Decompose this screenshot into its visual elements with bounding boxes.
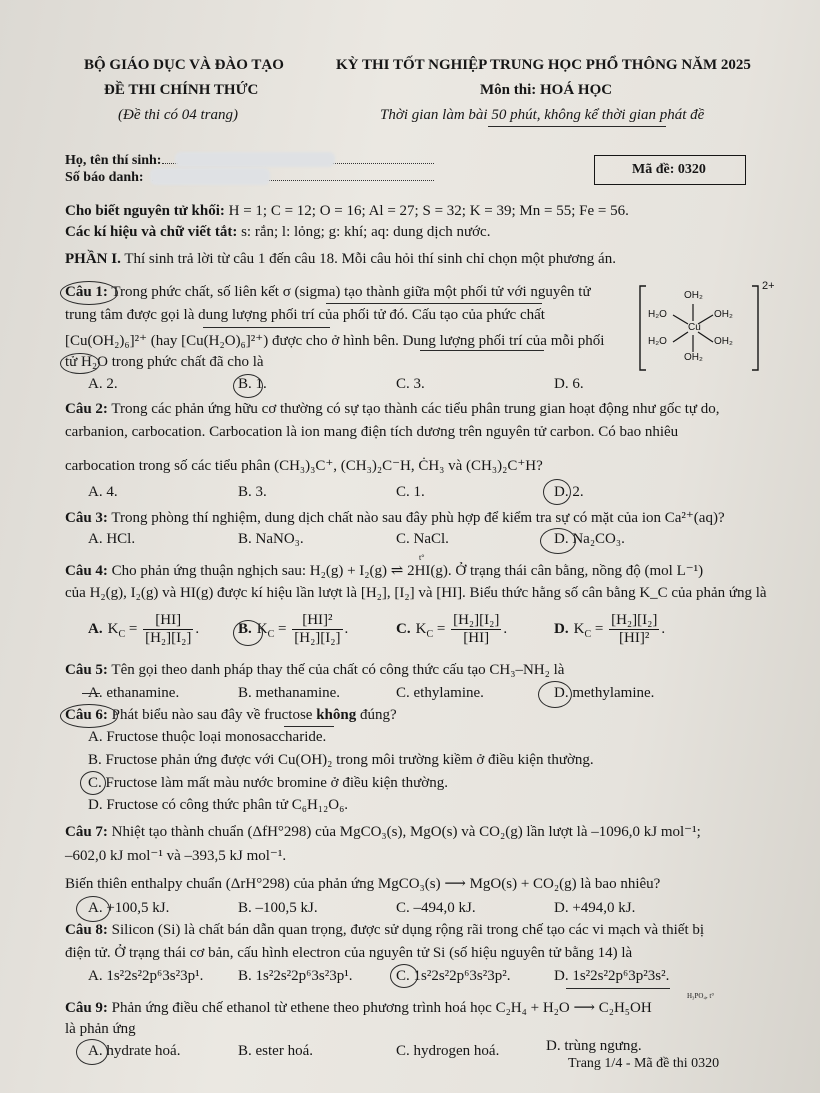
exam-code: Mã đề: 0320 xyxy=(632,162,706,177)
q8-line2: điện tử. Ở trạng thái cơ bản, cấu hình electron của nguyên tử Si (số hiệu nguyên tử bằng 14) là xyxy=(65,945,633,961)
q7-line3: Biến thiên enthalpy chuẩn (ΔrH°298) của phản ứng MgCO₃(s) ⟶ MgO(s) + CO₂(g) là bao nhiêu? xyxy=(65,876,661,892)
q6-underline xyxy=(284,726,334,727)
q4-option-a-k: K xyxy=(107,620,119,637)
q1-underline2 xyxy=(203,327,330,328)
q9-option-c[interactable]: C. hydrogen hoá. xyxy=(396,1043,500,1059)
q2-option-c[interactable]: C. 1. xyxy=(396,484,425,500)
q4-option-c-k: K xyxy=(415,620,427,637)
q1-text1: Trong phức chất, số liên kết σ (sigma) tạo thành giữa một phối tử với nguyên tử xyxy=(107,284,591,300)
q7-label: Câu 7: xyxy=(65,824,108,840)
q9-condition: H₃PO₄, t° xyxy=(687,992,715,1000)
q5-option-d[interactable]: D. methylamine. xyxy=(554,685,655,701)
pages-note: (Đề thi có 04 trang) xyxy=(118,107,238,123)
central-atom: Cu xyxy=(688,322,701,333)
q4-answer-mark xyxy=(233,620,263,646)
q2-text1: Trong các phản ứng hữu cơ thường có sự tạo thành các tiểu phân trung gian hoạt động như gốc tự do, xyxy=(107,401,720,417)
q4-option-b-num: [HI]² xyxy=(292,612,342,630)
ligand-right-bottom: OH₂ xyxy=(714,336,733,347)
page-footer: Trang 1/4 - Mã đề thi 0320 xyxy=(568,1056,720,1071)
q6-option-a[interactable]: A. Fructose thuộc loại monosaccharide. xyxy=(88,729,327,745)
q8-option-b[interactable]: B. 1s²2s²2p⁶3s²3p¹. xyxy=(238,968,353,984)
q4-option-b-letter: B. xyxy=(238,620,252,637)
q8-option-a[interactable]: A. 1s²2s²2p⁶3s²3p¹. xyxy=(88,968,204,984)
q5-text: Tên gọi theo danh pháp thay thế của chất có công thức cấu tạo CH₃–NH₂ là xyxy=(107,662,565,678)
q7-option-b[interactable]: B. –100,5 kJ. xyxy=(238,900,318,916)
q6-option-b[interactable]: B. Fructose phản ứng được với Cu(OH)₂ trong môi trường kiềm ở điều kiện thường. xyxy=(88,752,594,768)
q1-underline3 xyxy=(420,350,544,351)
symbols-line xyxy=(65,224,490,241)
q9-option-b[interactable]: B. ester hoá. xyxy=(238,1043,313,1059)
q4-option-c-fraction xyxy=(451,612,501,647)
q4-option-a-den: [H₂][I₂] xyxy=(145,630,192,646)
q9-line2: là phản ứng xyxy=(65,1021,136,1037)
q4-option-a[interactable]: A. $K_C$ = $\frac{[HI]}{\text{[H₂][I₂]}}$ . xyxy=(88,612,200,646)
q1-line4: tử H₂O trong phức chất đã cho là xyxy=(65,354,264,370)
q1-option-b[interactable]: B. 1. xyxy=(238,376,267,392)
time-underline xyxy=(488,126,666,127)
q3-label: Câu 3: xyxy=(65,510,108,526)
q4-option-b-den: [H₂][I₂] xyxy=(294,630,341,646)
q4-option-d-den: [HI]² xyxy=(619,630,650,646)
ligand-top: OH₂ xyxy=(684,290,703,301)
q1-option-a[interactable]: A. 2. xyxy=(88,376,118,392)
exam-title: KỲ THI TỐT NGHIỆP TRUNG HỌC PHỔ THÔNG NĂM 2025 xyxy=(336,57,751,73)
q1-option-d[interactable]: D. 6. xyxy=(554,376,584,392)
q1-label-circle xyxy=(60,281,118,305)
q2-line1 xyxy=(65,401,720,418)
q2-label: Câu 2: xyxy=(65,401,108,417)
q5-strike-a xyxy=(82,693,100,694)
q4-option-c[interactable]: C. $K_C$ = $\frac{\text{[H₂][I₂]}}{[HI]}$ . xyxy=(396,612,508,646)
q4-option-c-letter: C. xyxy=(396,620,411,637)
q1-ligand-circle xyxy=(60,353,100,374)
q6-text-bold: không xyxy=(316,707,357,723)
q6-text-pre: Phát biểu nào sau đây về fructose xyxy=(107,707,317,723)
q8-label: Câu 8: xyxy=(65,922,108,938)
q7-option-d[interactable]: D. +494,0 kJ. xyxy=(554,900,636,916)
q3-answer-mark xyxy=(540,528,576,554)
q9-text1: Phản ứng điều chế ethanol từ ethene theo phương trình hoá học C₂H₄ + H₂O ⟶ C₂H₅OH xyxy=(107,1000,652,1016)
q4-label: Câu 4: xyxy=(65,563,108,579)
part1-heading xyxy=(65,251,616,268)
q1-answer-mark xyxy=(233,374,263,398)
q7-option-a[interactable]: A. +100,5 kJ. xyxy=(88,900,170,916)
q5-option-a[interactable]: A. ethanamine. xyxy=(88,685,180,701)
q9-line1 xyxy=(65,998,652,1017)
q3-option-d[interactable]: D. Na₂CO₃. xyxy=(554,531,625,547)
q5-line xyxy=(65,662,564,679)
redacted-name xyxy=(175,152,335,167)
q5-answer-mark xyxy=(538,681,572,708)
ministry-name: BỘ GIÁO DỤC VÀ ĐÀO TẠO xyxy=(84,57,284,73)
candidate-id-label: Số báo danh: xyxy=(65,170,144,185)
q4-option-b[interactable]: B. $K_C$ = $\frac{\text{[HI]²}}{\text{[H₂][I₂]}}$ . xyxy=(238,612,349,646)
q1-line2: trung tâm được gọi là dung lượng phối trí của phối tử đó. Cấu tạo của phức chất xyxy=(65,307,545,323)
q4-option-b-fraction xyxy=(292,612,342,647)
q8-option-c[interactable]: C. 1s²2s²2p⁶3s²3p². xyxy=(396,968,511,984)
q2-line2: carbanion, carbocation. Carbocation là ion mang điện tích dương trên nguyên tử carbon. Có bao nhiêu xyxy=(65,424,679,440)
q9-option-a[interactable]: A. hydrate hoá. xyxy=(88,1043,181,1059)
q8-answer-mark xyxy=(390,964,418,988)
ligand-left-bottom: H₂O xyxy=(648,336,667,347)
q2-option-a[interactable]: A. 4. xyxy=(88,484,118,500)
q4-option-a-fraction xyxy=(143,612,193,647)
q5-option-c[interactable]: C. ethylamine. xyxy=(396,685,484,701)
q7-line1 xyxy=(65,822,701,841)
part1-label: PHẦN I. xyxy=(65,251,121,267)
q4-option-c-num: [H₂][I₂] xyxy=(453,612,500,628)
q4-option-d-fraction xyxy=(609,612,659,647)
ligand-left-top: H₂O xyxy=(648,309,667,320)
q9-label: Câu 9: xyxy=(65,1000,108,1016)
q6-label: Câu 6: xyxy=(65,707,108,723)
q7-text1: Nhiệt tạo thành chuẩn (ΔfH°298) của MgCO₃(s), MgO(s) và CO₂(g) lần lượt là –1096,0 kJ mol⁻¹; xyxy=(107,824,701,840)
q6-option-c[interactable]: C. Fructose làm mất màu nước bromine ở điều kiện thường. xyxy=(88,775,448,791)
q4-option-d-letter: D. xyxy=(554,620,569,637)
atomic-mass-values: H = 1; C = 12; O = 16; Al = 27; S = 32; K = 39; Mn = 55; Fe = 56. xyxy=(224,203,629,219)
q5-option-b[interactable]: B. methanamine. xyxy=(238,685,341,701)
candidate-name-label: Họ, tên thí sinh: xyxy=(65,153,162,168)
q4-option-a-num: [HI] xyxy=(143,612,193,630)
symbols-text: s: rắn; l: lỏng; g: khí; aq: dung dịch nước. xyxy=(237,224,491,240)
q9-option-d[interactable]: D. trùng ngưng. xyxy=(546,1038,642,1054)
q6-answer-mark xyxy=(80,771,106,795)
symbols-label: Các kí hiệu và chữ viết tắt: xyxy=(65,224,238,240)
q2-answer-mark xyxy=(543,479,571,505)
q8-option-d[interactable]: D. 1s²2s²2p⁶3p²3s². xyxy=(554,968,670,984)
q1-line1 xyxy=(65,284,591,301)
q4-line1 xyxy=(65,561,703,580)
q3-line xyxy=(65,508,725,527)
q6-label-circle xyxy=(60,704,118,728)
q6-text-post: đúng? xyxy=(356,707,397,723)
q5-label: Câu 5: xyxy=(65,662,108,678)
q7-option-c[interactable]: C. –494,0 kJ. xyxy=(396,900,476,916)
q8-text1: Silicon (Si) là chất bán dẫn quan trọng, được sử dụng rộng rãi trong chế tạo các vi mạch và thiết bị xyxy=(107,922,705,938)
official-label: ĐỀ THI CHÍNH THỨC xyxy=(104,82,259,98)
q4-option-d-num: [H₂][I₂] xyxy=(611,612,658,628)
q2-option-b[interactable]: B. 3. xyxy=(238,484,267,500)
q4-condition: t° xyxy=(419,553,425,562)
q9-answer-mark xyxy=(76,1039,108,1065)
q4-option-d[interactable]: D. $K_C$ = $\frac{\text{[H₂][I₂]}}{\text{[HI]²}}$ . xyxy=(554,612,666,646)
q1-line3: [Cu(OH₂)₆]²⁺ (hay [Cu(H₂O)₆]²⁺) được cho ở hình bên. Dung lượng phối trí của mỗi phối xyxy=(65,333,605,349)
subject-label: Môn thi: HOÁ HỌC xyxy=(480,82,613,98)
exam-code-box xyxy=(594,155,746,185)
q4-option-c-den: [HI] xyxy=(463,630,490,646)
q3-option-c[interactable]: C. NaCl. xyxy=(396,531,449,547)
q3-text: Trong phòng thí nghiệm, dung dịch chất nào sau đây phù hợp để kiểm tra sự có mặt của ion Ca²⁺(aq)? xyxy=(107,510,725,526)
q7-line2: –602,0 kJ mol⁻¹ và –393,5 kJ mol⁻¹. xyxy=(65,848,287,864)
q8-line1 xyxy=(65,922,704,939)
q3-option-b[interactable]: B. NaNO₃. xyxy=(238,531,304,547)
redacted-id xyxy=(150,168,270,185)
q6-option-d[interactable]: D. Fructose có công thức phân tử C₆H₁₂O₆. xyxy=(88,797,349,813)
atomic-mass-label: Cho biết nguyên tử khối: xyxy=(65,203,225,219)
time-note: Thời gian làm bài 50 phút, không kể thời gian phát đề xyxy=(380,107,705,123)
q2-option-d[interactable]: D. 2. xyxy=(554,484,584,500)
q2-line3: carbocation trong số các tiểu phân (CH₃)₃C⁺, (CH₃)₂C⁻H, ĊH₃ và (CH₃)₂C⁺H? xyxy=(65,458,543,474)
q8-underline-d xyxy=(566,988,670,989)
q4-option-d-k: K xyxy=(573,620,585,637)
ligand-bottom: OH₂ xyxy=(684,352,703,363)
q4-text1: Cho phản ứng thuận nghịch sau: H₂(g) + I₂(g) ⇌ 2HI(g). Ở trạng thái cân bằng, nồng độ (mol L⁻¹) xyxy=(107,563,704,579)
q1-option-c[interactable]: C. 3. xyxy=(396,376,425,392)
q4-option-b-k: K xyxy=(256,620,268,637)
q4-option-a-letter: A. xyxy=(88,620,103,637)
q7-answer-mark xyxy=(76,896,110,922)
q1-underline1 xyxy=(326,303,542,304)
part1-text: Thí sinh trả lời từ câu 1 đến câu 18. Mỗi câu hỏi thí sinh chỉ chọn một phương án. xyxy=(120,251,616,267)
q1-label: Câu 1: xyxy=(65,284,108,300)
q4-line2: của H₂(g), I₂(g) và HI(g) được kí hiệu lần lượt là [H₂], [I₂] và [HI]. Biểu thức hằng số cân bằng K_C của phản ứng là xyxy=(65,585,767,601)
q3-option-a[interactable]: A. HCl. xyxy=(88,531,136,547)
ligand-right-top: OH₂ xyxy=(714,309,733,320)
complex-charge: 2+ xyxy=(762,280,775,292)
atomic-mass-line xyxy=(65,203,629,220)
